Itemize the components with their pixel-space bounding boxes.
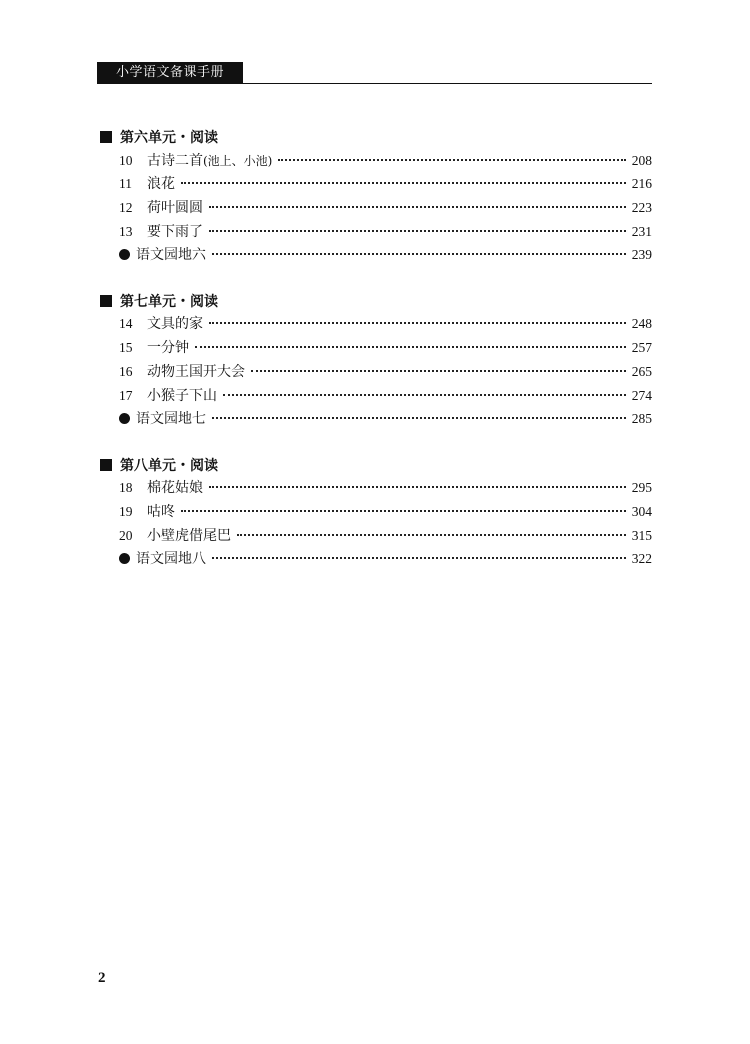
page-ref: 315 [631, 527, 652, 543]
dot-leader [212, 557, 626, 559]
dot-leader [223, 394, 626, 396]
toc-entry[interactable] [100, 385, 652, 409]
dot-leader [251, 370, 626, 372]
square-bullet-icon [100, 295, 112, 307]
page-ref: 322 [631, 551, 652, 567]
lesson-number: 17 [119, 387, 133, 403]
lesson-title: 荷叶圆圆 [147, 199, 203, 216]
square-bullet-icon [100, 459, 112, 471]
square-bullet-icon [100, 131, 112, 143]
toc-entry[interactable] [100, 525, 652, 549]
page-ref: 274 [631, 387, 652, 403]
toc-entry-garden[interactable] [100, 548, 652, 572]
lesson-subtitle: (池上、小池) [203, 153, 273, 168]
dot-leader [181, 182, 626, 184]
dot-leader [195, 346, 626, 348]
lesson-title: 小猴子下山 [147, 387, 217, 404]
table-of-contents [100, 126, 652, 594]
header-rule [97, 83, 652, 84]
lesson-number: 15 [119, 340, 133, 356]
page-ref: 265 [631, 363, 652, 379]
dot-leader [209, 322, 626, 324]
page-ref: 231 [631, 223, 652, 239]
dot-leader [212, 253, 626, 255]
dot-leader [209, 230, 626, 232]
page-ref: 295 [631, 480, 652, 496]
lesson-title: 棉花姑娘 [147, 480, 203, 497]
page-ref: 208 [631, 152, 652, 168]
circle-bullet-icon [119, 413, 130, 424]
lesson-title: 一分钟 [147, 340, 189, 357]
lesson-number: 18 [119, 480, 133, 496]
garden-title: 语文园地六 [136, 247, 206, 264]
lesson-number: 16 [119, 363, 133, 379]
section-heading-label: 第六单元・阅读 [120, 130, 218, 146]
circle-bullet-icon [119, 249, 130, 260]
book-title-tab: 小学语文备课手册 [97, 62, 243, 83]
garden-title: 语文园地八 [136, 551, 206, 568]
lesson-title: 动物王国开大会 [147, 363, 245, 380]
page-ref: 248 [631, 316, 652, 332]
toc-entry-garden[interactable] [100, 244, 652, 268]
lesson-title: 咕咚 [147, 504, 175, 521]
page-ref: 223 [631, 199, 652, 215]
dot-leader [237, 534, 626, 536]
lesson-number: 14 [119, 316, 133, 332]
lesson-number: 19 [119, 504, 133, 520]
lesson-title: 小壁虎借尾巴 [147, 527, 231, 544]
section-heading [100, 126, 652, 148]
lesson-number: 11 [119, 176, 132, 192]
lesson-title: 古诗二首(池上、小池) [147, 152, 273, 169]
toc-entry[interactable] [100, 173, 652, 197]
dot-leader [209, 206, 626, 208]
toc-entry[interactable] [100, 197, 652, 221]
toc-entry[interactable] [100, 337, 652, 361]
section-heading [100, 454, 652, 476]
page-ref: 285 [631, 411, 652, 427]
page-ref: 239 [631, 247, 652, 263]
circle-bullet-icon [119, 553, 130, 564]
page-ref: 216 [631, 176, 652, 192]
toc-entry[interactable] [100, 150, 652, 174]
garden-title: 语文园地七 [136, 411, 206, 428]
section-heading-label: 第八单元・阅读 [120, 457, 218, 474]
dot-leader [209, 486, 626, 488]
lesson-title: 要下雨了 [147, 223, 203, 240]
dot-leader [181, 510, 626, 512]
page-number: 2 [98, 970, 106, 986]
lesson-number: 12 [119, 199, 133, 215]
toc-entry[interactable] [100, 313, 652, 337]
lesson-number: 13 [119, 223, 133, 239]
section-heading-label: 第七单元・阅读 [120, 293, 218, 310]
dot-leader [212, 417, 626, 419]
toc-entry-garden[interactable] [100, 408, 652, 432]
toc-entry[interactable] [100, 501, 652, 525]
lesson-number: 10 [119, 152, 133, 168]
page-ref: 304 [631, 504, 652, 520]
lesson-title: 浪花 [147, 176, 175, 193]
page-ref: 257 [631, 340, 652, 356]
lesson-number: 20 [119, 527, 133, 543]
lesson-title: 文具的家 [147, 316, 203, 333]
dot-leader [278, 159, 625, 161]
section-heading [100, 290, 652, 312]
toc-section-unit-6 [100, 126, 652, 268]
toc-entry[interactable] [100, 477, 652, 501]
toc-section-unit-7 [100, 290, 652, 432]
toc-entry[interactable] [100, 221, 652, 245]
toc-entry[interactable] [100, 361, 652, 385]
toc-section-unit-8 [100, 454, 652, 572]
